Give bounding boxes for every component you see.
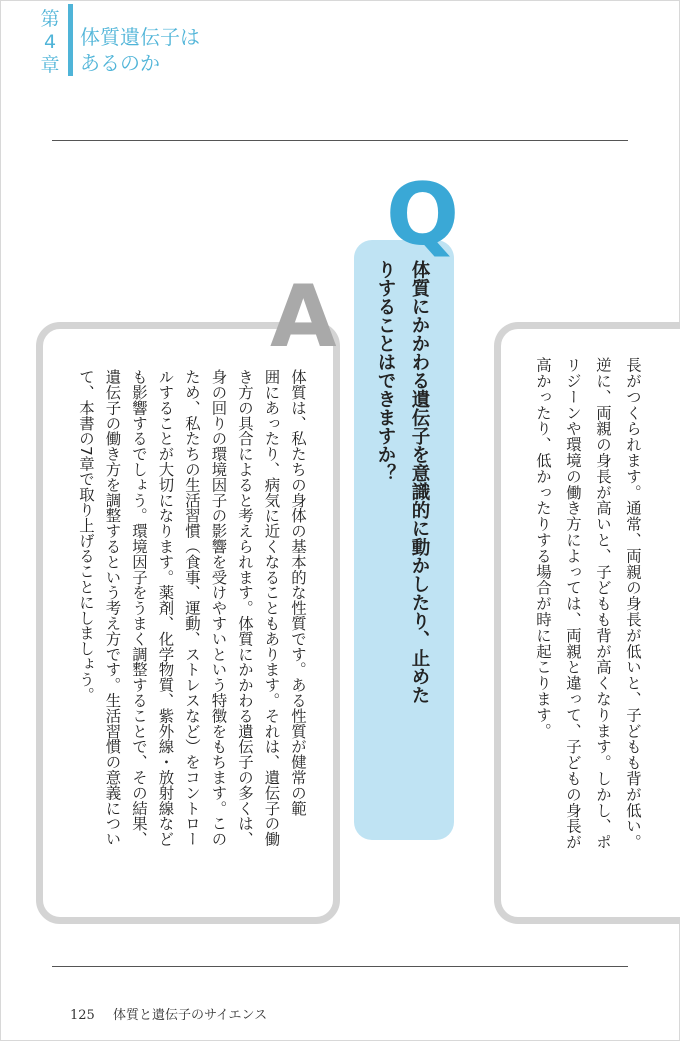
answer-text: 体質は、私たちの身体の基本的な性質です。ある性質が健常の範 囲にあったり、病気に近くなることもあります。それは、遺伝子の働 き方の具合によると考えられます。体質にかかわる遺伝子の多くは、 身の回りの環境因子の影響を受けやすいという特徴をもちます。この ため、私たちの生活習慣（食事、運動、ストレスなど）をコントロー ルすることが大切になります。薬剤、化学物質、紫外線・放射線など も影響するでしょう。環境因子をうまく調整することで、その結果、 遺伝子の働き方を調整するという考え方です。生活習慣の意義につい て、本書の7章で取り上げることにしましょう。	[77, 369, 307, 847]
book-title: 体質と遺伝子のサイエンス	[112, 1008, 268, 1023]
question-letter: Q	[386, 165, 460, 265]
continuation-text: 長がつくられます。通常、両親の身長が低いと、子どもも背が低い。 逆に、両親の身長が高いと、子どもも背が高くなります。しかし、ポ リジーンや環境の働き方によっては、両親と違って、子どもの身長が 高かったり、低かったりする場合が時に起こります。	[534, 357, 642, 850]
page-number: 125	[70, 1008, 95, 1023]
answer-letter: A	[270, 267, 337, 367]
question-box	[354, 240, 454, 840]
footer	[70, 1004, 267, 1023]
question-text: 体質にかかわる遺伝子を意識的に動かしたり、止めた りすることはできますか？	[375, 260, 430, 704]
chapter-accent-bar	[68, 4, 73, 76]
top-divider	[52, 140, 628, 141]
chapter-title: 体質遺伝子は あるのか	[80, 25, 200, 75]
continuation-panel	[494, 322, 680, 924]
answer-panel	[36, 322, 340, 924]
chapter-number: 第 4 章	[40, 8, 60, 76]
bottom-divider	[52, 966, 628, 967]
